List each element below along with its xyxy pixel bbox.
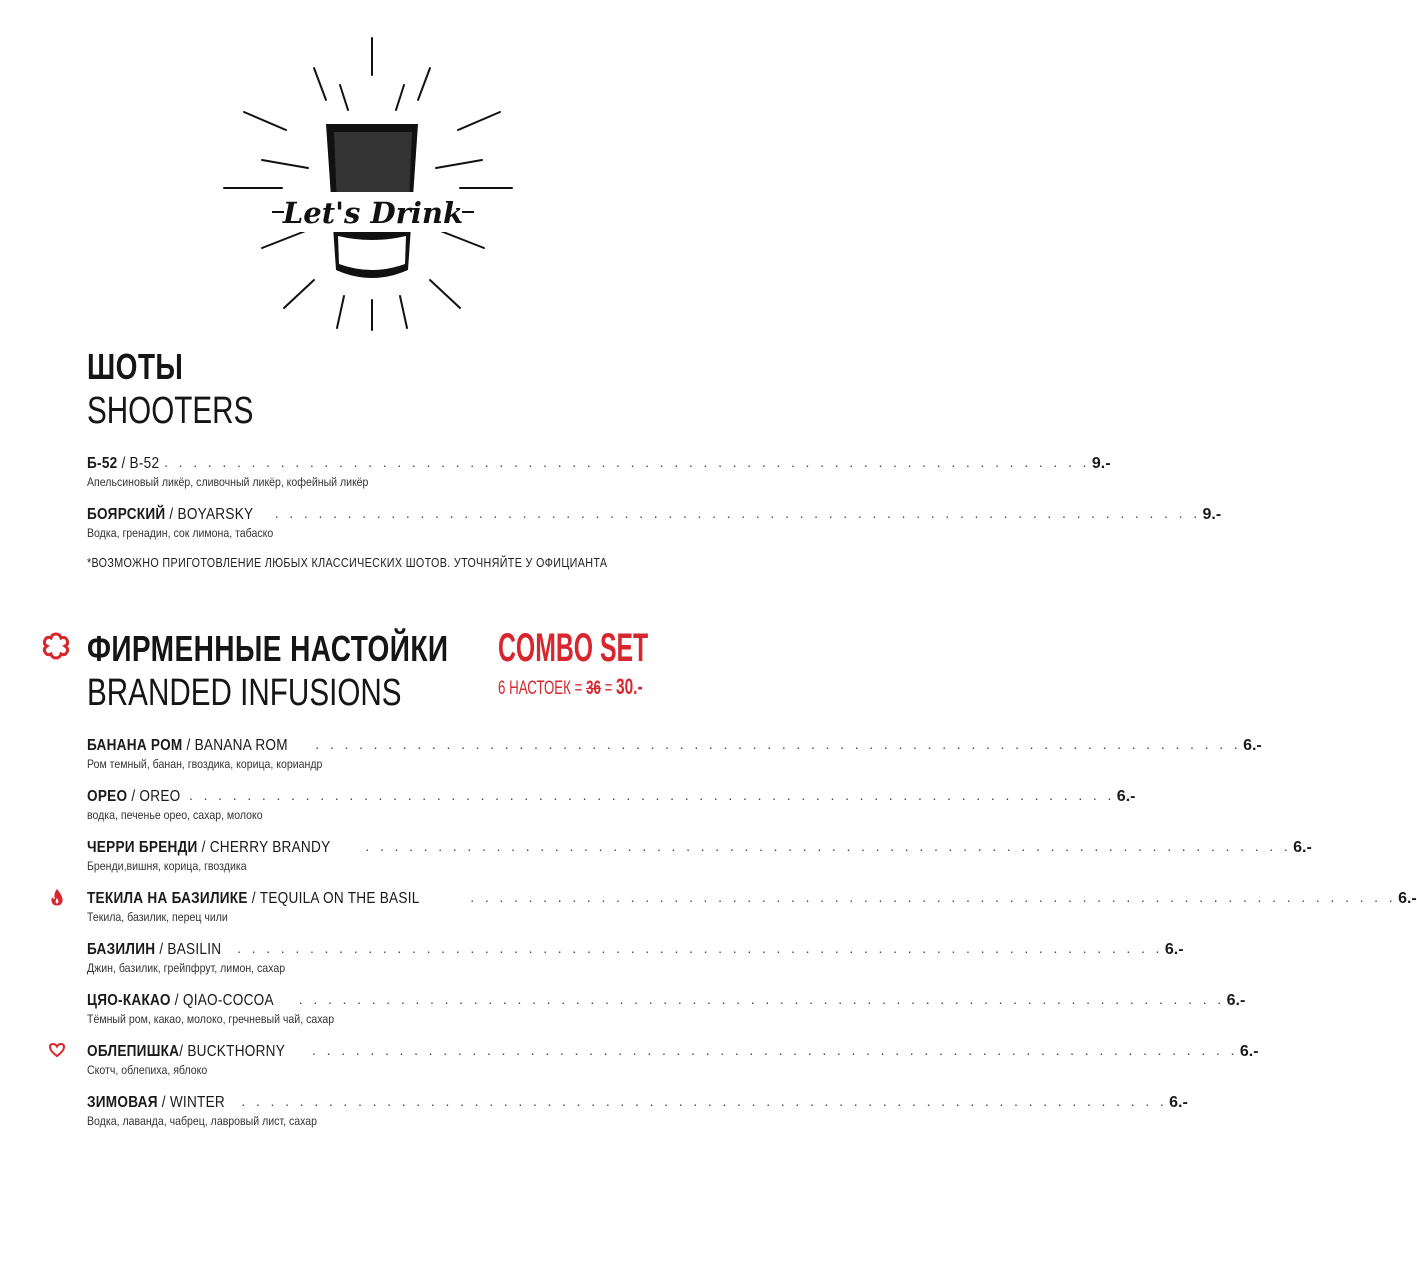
item-description: Текила, базилик, перец чили bbox=[87, 910, 228, 924]
leader-dots: . . . . . . . . . . . . . . . . . . . . . . . . . . . . . . . . . . . . . . . . . . . . . . . . . . . . . . . . . . . . . . . . bbox=[298, 991, 1225, 1007]
menu-item bbox=[87, 837, 1312, 875]
item-price: 6.- bbox=[1398, 890, 1417, 907]
item-price: 6.- bbox=[1226, 992, 1246, 1009]
item-name-en: / CHERRY BRANDY bbox=[197, 839, 331, 856]
menu-item bbox=[87, 735, 1262, 773]
item-description: Ром темный, банан, гвоздика, корица, кориандр bbox=[87, 757, 323, 771]
combo-prefix: 6 НАСТОЕК = bbox=[498, 678, 587, 699]
leader-dots: . . . . . . . . . . . . . . . . . . . . . . . . . . . . . . . . . . . . . . . . . . . . . . . . . . . . . . . . . . . . . . . . bbox=[470, 889, 1397, 905]
item-price: 6.- bbox=[1243, 737, 1262, 754]
menu-item bbox=[87, 453, 1111, 491]
item-name-en: / BANANA ROM bbox=[182, 737, 288, 754]
item-name-ru: ОБЛЕПИШКА bbox=[87, 1043, 180, 1060]
combo-old-price: 36 bbox=[586, 678, 601, 699]
combo-separator: = bbox=[600, 678, 617, 699]
item-name-en: / B-52 bbox=[117, 455, 160, 472]
item-price: 9.- bbox=[1091, 455, 1111, 472]
flame-icon bbox=[49, 888, 65, 906]
combo-title: COMBO SET bbox=[498, 626, 649, 670]
flower-outline-icon bbox=[41, 631, 71, 661]
leader-dots: . . . . . . . . . . . . . . . . . . . . . . . . . . . . . . . . . . . . . . . . . . . . . . . . . . . . . . . . . . . . . . . . bbox=[189, 787, 1115, 803]
leader-dots: . . . . . . . . . . . . . . . . . . . . . . . . . . . . . . . . . . . . . . . . . . . . . . . . . . . . . . . . . . . . . . . . bbox=[164, 454, 1090, 470]
item-price: 6.- bbox=[1169, 1094, 1188, 1111]
item-description: Скотч, облепиха, яблоко bbox=[87, 1063, 208, 1077]
item-name-ru: Б-52 bbox=[87, 455, 118, 472]
menu-item bbox=[87, 990, 1246, 1028]
item-name-ru: БАНАНА РОМ bbox=[87, 737, 183, 754]
menu-item bbox=[87, 786, 1136, 824]
leader-dots: . . . . . . . . . . . . . . . . . . . . . . . . . . . . . . . . . . . . . . . . . . . . . . . . . . . . . . . . . . . . . . . . bbox=[274, 505, 1201, 521]
item-name-ru: ОРЕО bbox=[87, 788, 128, 805]
item-name-ru: ЧЕРРИ БРЕНДИ bbox=[87, 839, 198, 856]
menu-item bbox=[87, 1041, 1259, 1079]
item-description: Бренди,вишня, корица, гвоздика bbox=[87, 859, 247, 873]
item-name-en: / BOYARSKY bbox=[165, 506, 254, 523]
item-price: 9.- bbox=[1202, 506, 1222, 523]
combo-set-badge bbox=[498, 628, 668, 700]
item-description: Апельсиновый ликёр, сливочный ликёр, кофейный ликёр bbox=[87, 475, 369, 489]
item-name-en: / WINTER bbox=[157, 1094, 226, 1111]
item-name-en: / BASILIN bbox=[155, 941, 222, 958]
section-title-shooters-ru: ШОТЫ bbox=[87, 346, 184, 387]
item-name-en: / OREO bbox=[127, 788, 181, 805]
combo-new-price: 30.- bbox=[616, 674, 643, 699]
item-description: Тёмный ром, какао, молоко, гречневый чай, сахар bbox=[87, 1012, 335, 1026]
heart-outline-icon bbox=[48, 1042, 66, 1058]
item-price: 6.- bbox=[1164, 941, 1184, 958]
item-price: 6.- bbox=[1293, 839, 1312, 856]
item-name-en: / TEQUILA ON THE BASIL bbox=[247, 890, 420, 907]
leader-dots: . . . . . . . . . . . . . . . . . . . . . . . . . . . . . . . . . . . . . . . . . . . . . . . . . . . . . . . . . . . . . . . . bbox=[237, 940, 1163, 956]
leader-dots: . . . . . . . . . . . . . . . . . . . . . . . . . . . . . . . . . . . . . . . . . . . . . . . . . . . . . . . . . . . . . . . . bbox=[365, 838, 1292, 854]
lets-drink-logo bbox=[222, 30, 512, 340]
item-name-ru: БАЗИЛИН bbox=[87, 941, 156, 958]
item-name-ru: ЗИМОВАЯ bbox=[87, 1094, 158, 1111]
item-description: Джин, базилик, грейпфрут, лимон, сахар bbox=[87, 961, 286, 975]
shooters-note: *ВОЗМОЖНО ПРИГОТОВЛЕНИЕ ЛЮБЫХ КЛАССИЧЕСКИХ ШОТОВ. УТОЧНЯЙТЕ У ОФИЦИАНТА bbox=[87, 556, 608, 570]
menu-item bbox=[87, 888, 1417, 926]
item-price: 6.- bbox=[1239, 1043, 1259, 1060]
menu-item bbox=[87, 939, 1184, 977]
logo-wordmark: Let's Drink bbox=[282, 196, 464, 230]
section-title-infusions-en: BRANDED INFUSIONS bbox=[87, 672, 402, 714]
item-name-ru: ЦЯО-КАКАО bbox=[87, 992, 171, 1009]
leader-dots: . . . . . . . . . . . . . . . . . . . . . . . . . . . . . . . . . . . . . . . . . . . . . . . . . . . . . . . . . . . . . . . . bbox=[241, 1093, 1168, 1109]
item-description: водка, печенье орео, сахар, молоко bbox=[87, 808, 263, 822]
item-name-ru: БОЯРСКИЙ bbox=[87, 506, 166, 523]
section-title-infusions-ru: ФИРМЕННЫЕ НАСТОЙКИ bbox=[87, 628, 449, 669]
item-name-ru: ТЕКИЛА НА БАЗИЛИКЕ bbox=[87, 890, 248, 907]
item-name-en: / BUCKTHORNY bbox=[179, 1043, 286, 1060]
item-description: Водка, лаванда, чабрец, лавровый лист, сахар bbox=[87, 1114, 318, 1128]
combo-offer bbox=[498, 674, 643, 700]
menu-item bbox=[87, 504, 1222, 542]
item-description: Водка, гренадин, сок лимона, табаско bbox=[87, 526, 274, 540]
menu-item bbox=[87, 1092, 1188, 1130]
leader-dots: . . . . . . . . . . . . . . . . . . . . . . . . . . . . . . . . . . . . . . . . . . . . . . . . . . . . . . . . . . . . . . . . bbox=[315, 736, 1242, 752]
item-name-en: / QIAO-COCOA bbox=[170, 992, 274, 1009]
item-price: 6.- bbox=[1116, 788, 1136, 805]
leader-dots: . . . . . . . . . . . . . . . . . . . . . . . . . . . . . . . . . . . . . . . . . . . . . . . . . . . . . . . . . . . . . . . . bbox=[312, 1042, 1238, 1058]
section-title-shooters-en: SHOOTERS bbox=[87, 390, 254, 432]
